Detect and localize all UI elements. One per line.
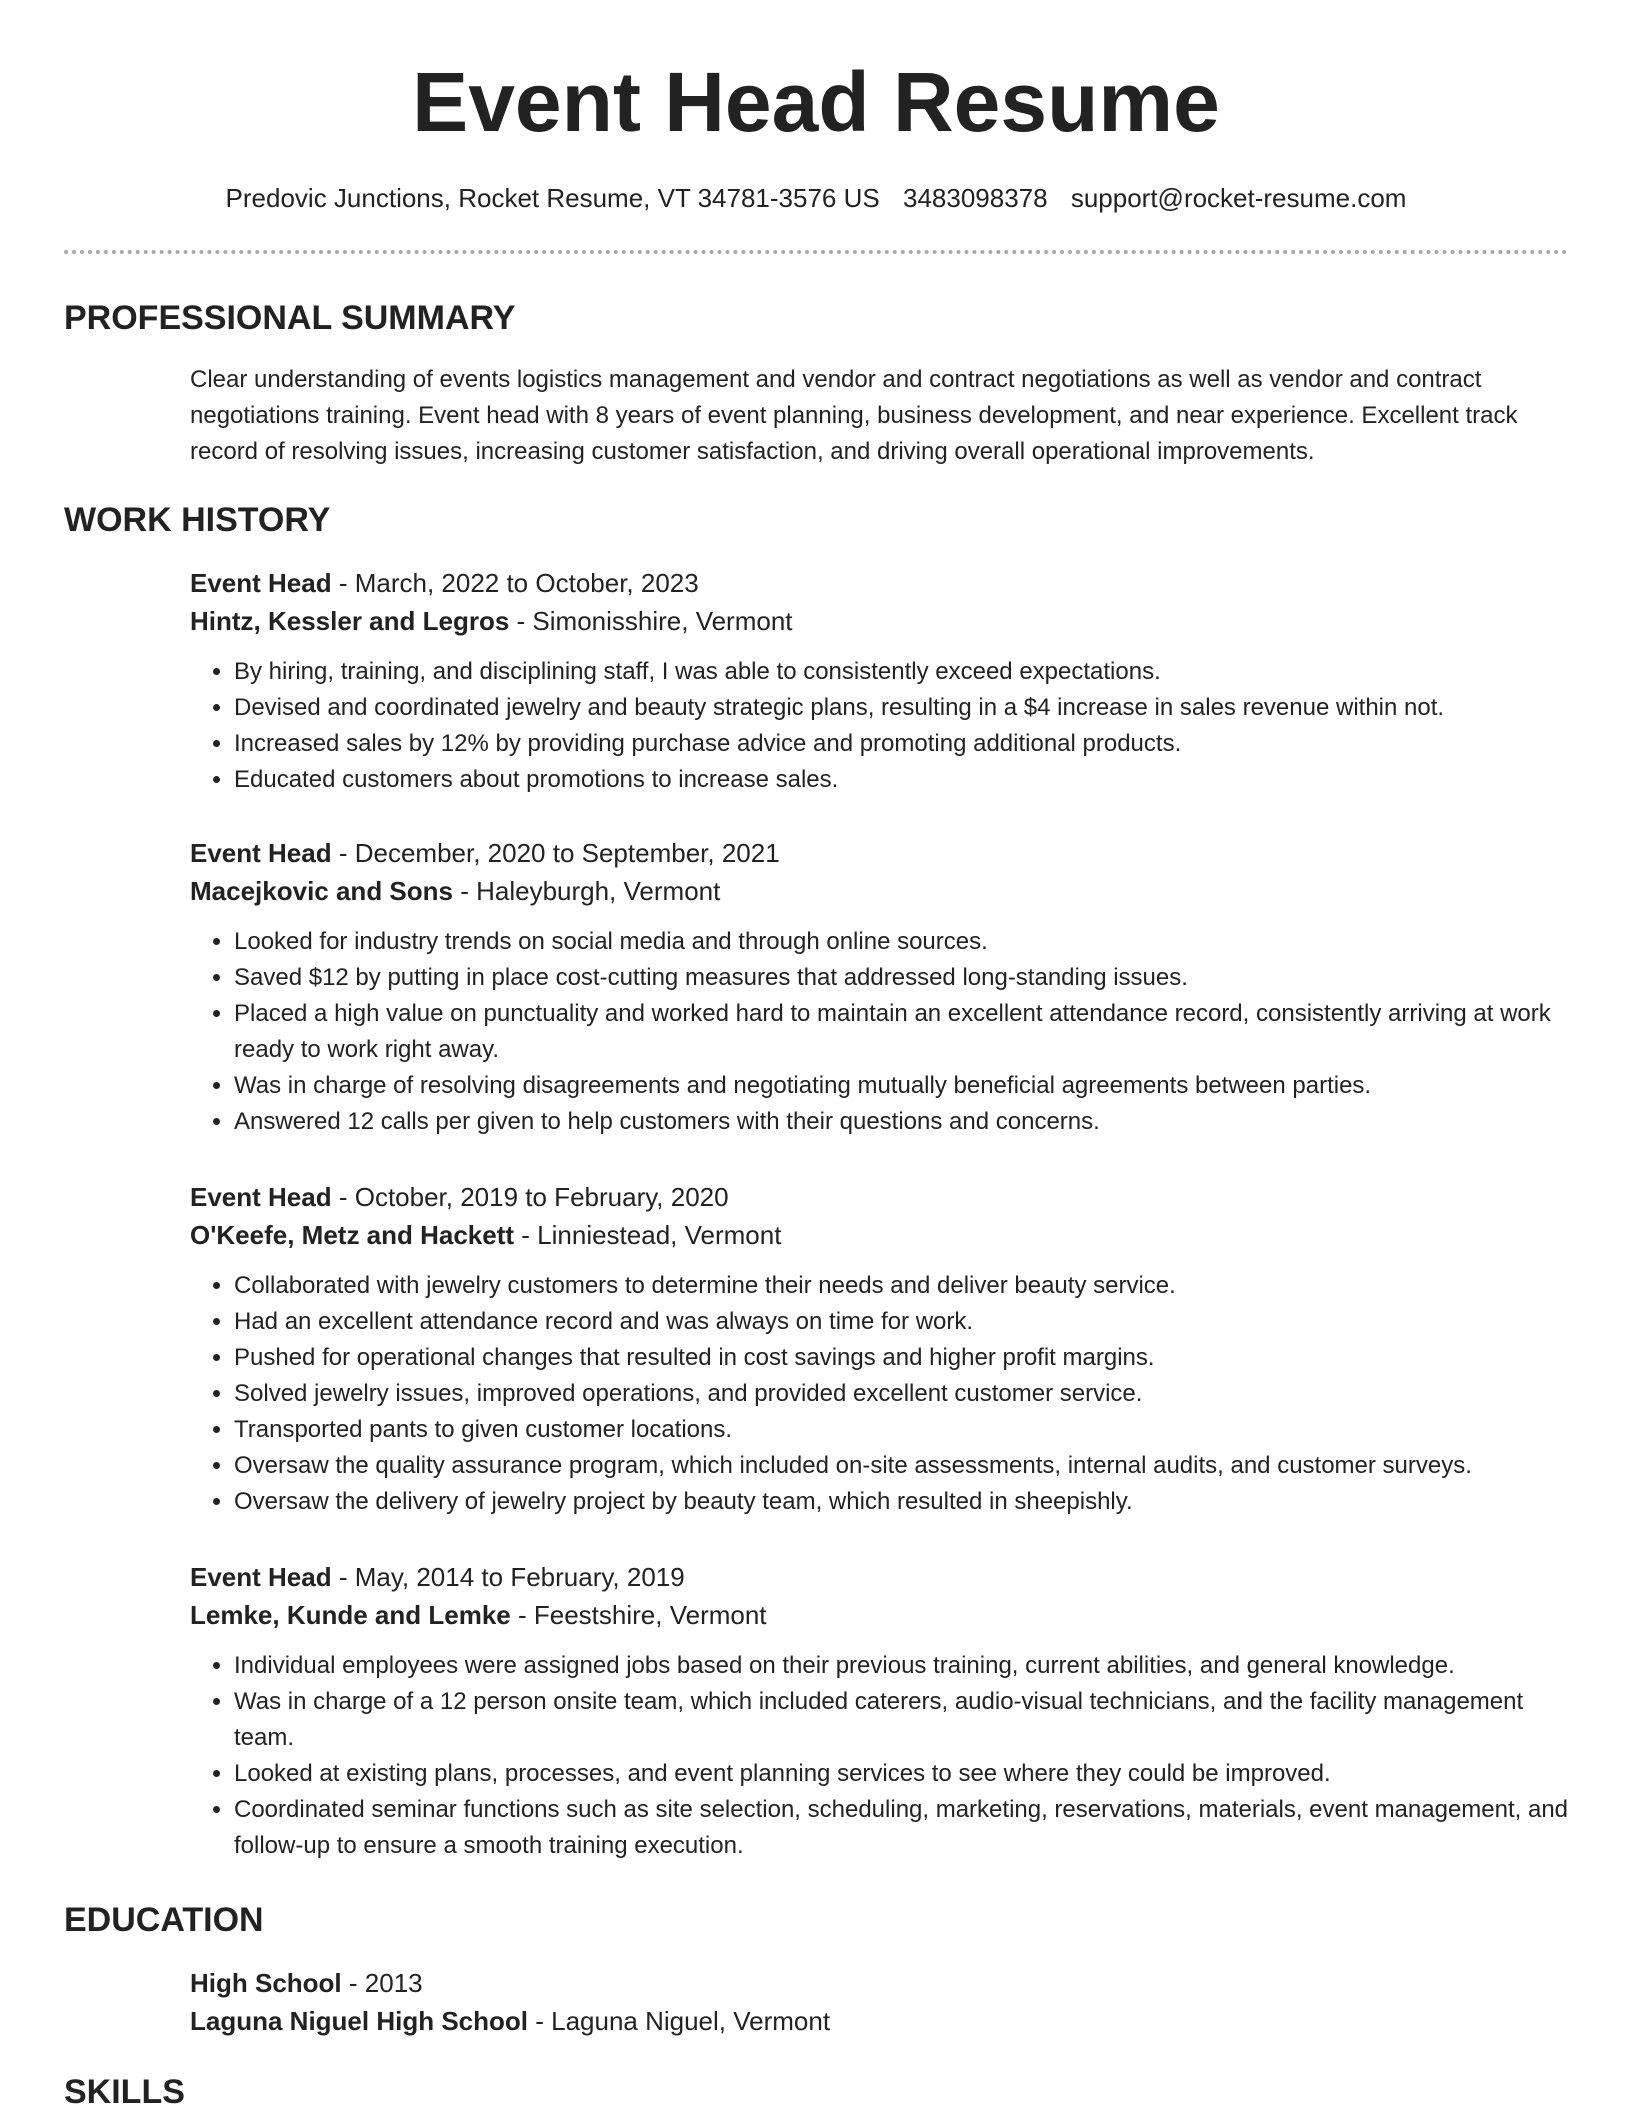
education-location: - Laguna Niguel, Vermont (528, 2006, 831, 2036)
job-location: - Linniestead, Vermont (514, 1220, 782, 1250)
job-title: Event Head (190, 838, 332, 868)
header-divider (64, 250, 1568, 254)
phone-text: 3483098378 (902, 183, 1048, 213)
job-company-line (190, 602, 1570, 640)
job-bullet: • Educated customers about promotions to increase sales. (234, 762, 1570, 798)
job-company: Lemke, Kunde and Lemke (190, 1600, 511, 1630)
job-title-line (190, 834, 1570, 872)
job-bullet: • Solved jewelry issues, improved operations, and provided excellent customer service. (234, 1376, 1570, 1412)
job-bullet: • Devised and coordinated jewelry and beauty strategic plans, resulting in a $4 increase in sales revenue within not. (234, 690, 1570, 726)
job-bullet: • Individual employees were assigned jobs based on their previous training, current abilities, and general knowledge. (234, 1648, 1570, 1684)
job-bullets (190, 924, 1570, 1140)
job-title-line (190, 564, 1570, 602)
job-bullet: • Looked at existing plans, processes, and event planning services to see where they could be improved. (234, 1756, 1570, 1792)
job-location: - Simonisshire, Vermont (509, 606, 793, 636)
education-school: Laguna Niguel High School (190, 2006, 528, 2036)
job-bullet: • Saved $12 by putting in place cost-cutting measures that addressed long-standing issues. (234, 960, 1570, 996)
resume-title: Event Head Resume (412, 55, 1220, 149)
job-company: Macejkovic and Sons (190, 876, 453, 906)
education-entry (190, 1964, 1570, 2040)
education-degree-line (190, 1964, 1570, 2002)
job-dates: - December, 2020 to September, 2021 (331, 838, 780, 868)
job-company-line (190, 872, 1570, 910)
job-company: O'Keefe, Metz and Hackett (190, 1220, 515, 1250)
section-title-summary: PROFESSIONAL SUMMARY (64, 299, 516, 337)
job-bullet: • Had an excellent attendance record and was always on time for work. (234, 1304, 1570, 1340)
job-dates: - March, 2022 to October, 2023 (331, 568, 699, 598)
education-degree: High School (190, 1968, 342, 1998)
address-text: Predovic Junctions, Rocket Resume, VT 34781-3576 US (225, 183, 880, 213)
contact-line (0, 180, 1632, 216)
email-text: support@rocket-resume.com (1070, 183, 1407, 213)
job-bullet: • Pushed for operational changes that resulted in cost savings and higher profit margins. (234, 1340, 1570, 1376)
job-dates: - October, 2019 to February, 2020 (331, 1182, 729, 1212)
job-bullet: • Coordinated seminar functions such as site selection, scheduling, marketing, reservations, materials, event management, and follow-up to ensure a smooth training execution. (234, 1792, 1570, 1864)
job-bullets (190, 654, 1570, 798)
job-bullet: • Increased sales by 12% by providing purchase advice and promoting additional products. (234, 726, 1570, 762)
job-bullet: • Looked for industry trends on social media and through online sources. (234, 924, 1570, 960)
job-bullet: • Oversaw the delivery of jewelry project by beauty team, which resulted in sheepishly. (234, 1484, 1570, 1520)
job-bullet: • Was in charge of resolving disagreements and negotiating mutually beneficial agreements between parties. (234, 1068, 1570, 1104)
job-bullets (190, 1648, 1570, 1864)
job-company-line (190, 1596, 1570, 1634)
job-company: Hintz, Kessler and Legros (190, 606, 510, 636)
job-bullet: • Placed a high value on punctuality and worked hard to maintain an excellent attendance record, consistently arriving at work ready to work right away. (234, 996, 1570, 1068)
job-bullet: • Collaborated with jewelry customers to determine their needs and deliver beauty service. (234, 1268, 1570, 1304)
section-title-education: EDUCATION (64, 1901, 264, 1939)
job-dates: - May, 2014 to February, 2019 (331, 1562, 685, 1592)
job-title: Event Head (190, 1182, 332, 1212)
job-entry (190, 564, 1570, 798)
section-title-work-history: WORK HISTORY (64, 501, 331, 539)
job-company-line (190, 1216, 1570, 1254)
job-title: Event Head (190, 568, 332, 598)
summary-text: Clear understanding of events logistics management and vendor and contract negotiations as well as vendor and contract negotiations training. Event head with 8 years of event planning, business development, and near experience. Excellent track record of resolving issues, increasing customer satisfaction, and driving overall operational improvements. (190, 366, 1518, 465)
job-bullet: • Transported pants to given customer locations. (234, 1412, 1570, 1448)
job-title-line (190, 1558, 1570, 1596)
job-entry (190, 834, 1570, 1140)
education-year: - 2013 (341, 1968, 423, 1998)
job-entry (190, 1178, 1570, 1520)
job-location: - Haleyburgh, Vermont (452, 876, 721, 906)
job-bullet: • By hiring, training, and disciplining staff, I was able to consistently exceed expectations. (234, 654, 1570, 690)
job-title-line (190, 1178, 1570, 1216)
job-location: - Feestshire, Vermont (510, 1600, 767, 1630)
job-bullets (190, 1268, 1570, 1520)
education-school-line (190, 2002, 1570, 2040)
job-bullet: • Answered 12 calls per given to help customers with their questions and concerns. (234, 1104, 1570, 1140)
job-bullet: • Oversaw the quality assurance program, which included on-site assessments, internal audits, and customer surveys. (234, 1448, 1570, 1484)
job-entry (190, 1558, 1570, 1864)
section-title-skills: SKILLS (64, 2073, 185, 2111)
job-title: Event Head (190, 1562, 332, 1592)
job-bullet: • Was in charge of a 12 person onsite team, which included caterers, audio-visual technicians, and the facility management team. (234, 1684, 1570, 1756)
